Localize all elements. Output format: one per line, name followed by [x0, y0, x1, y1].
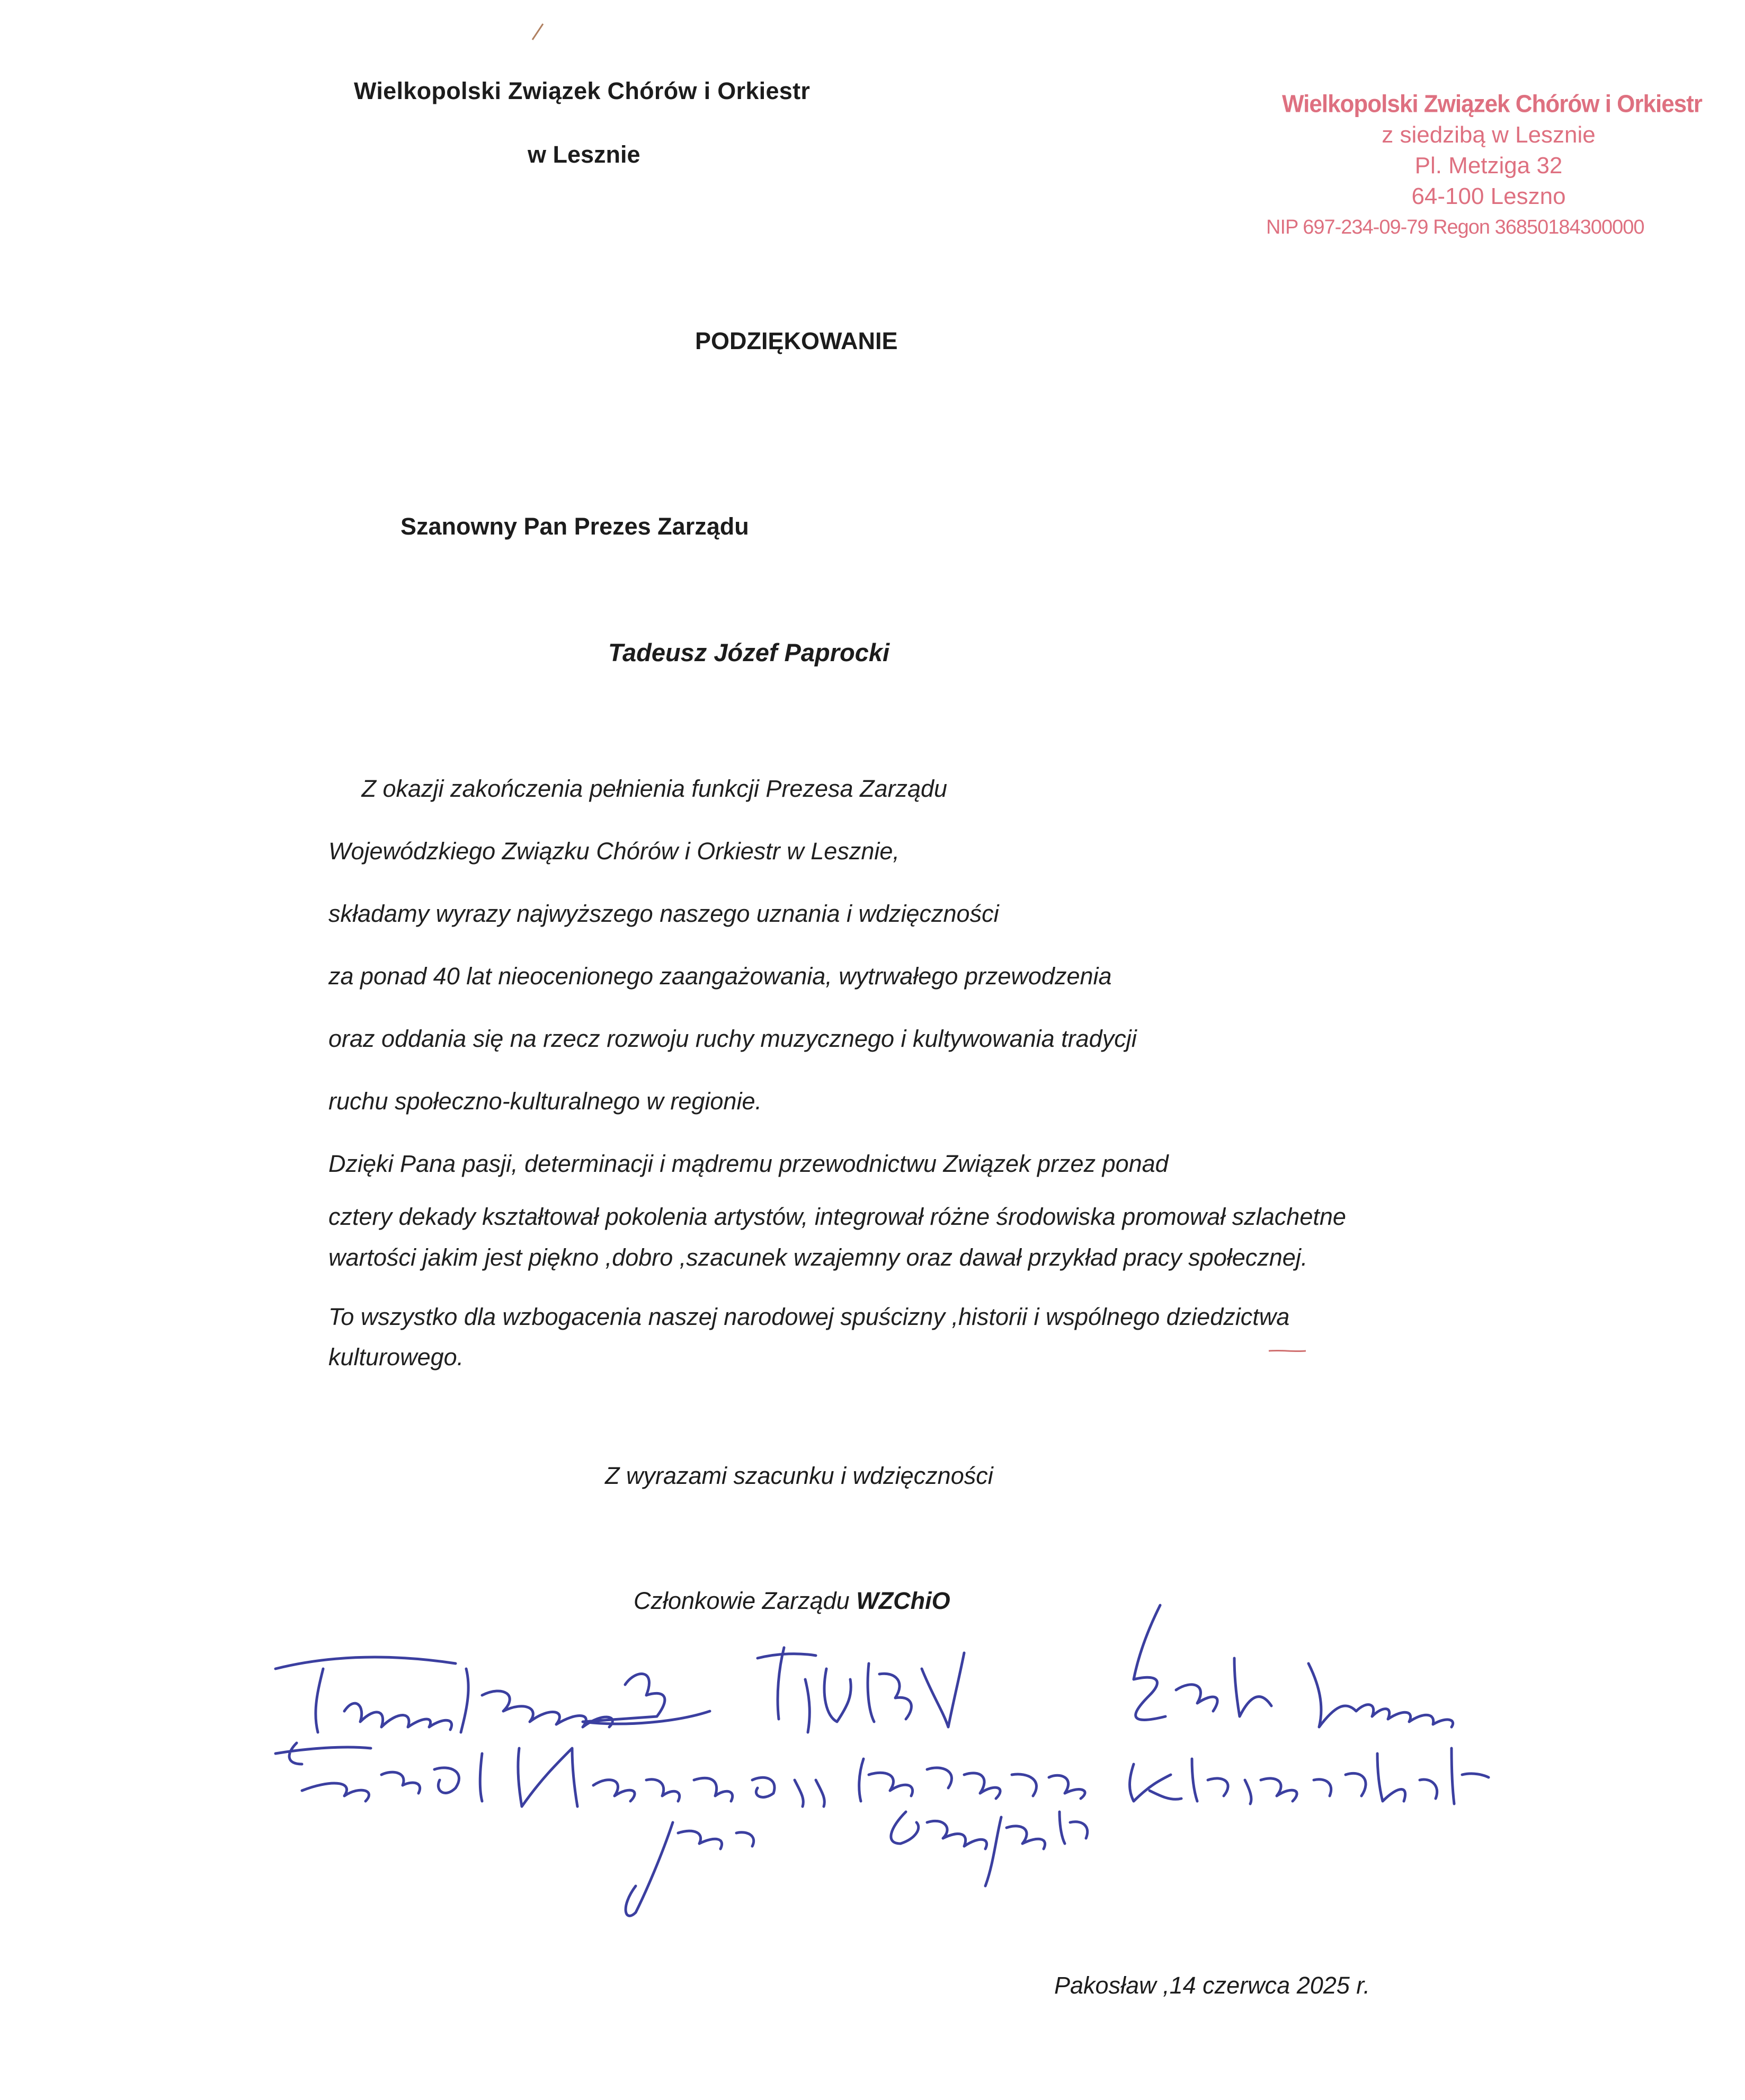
recipient-name: Tadeusz Józef Paprocki: [608, 638, 890, 666]
organization-city: w Lesznie: [528, 141, 640, 168]
board-members-prefix: Członkowie Zarządu: [634, 1587, 857, 1614]
salutation: Szanowny Pan Prezes Zarządu: [400, 513, 749, 540]
body-line: ruchu społeczno-kulturalnego w regionie.: [328, 1088, 762, 1115]
stamp-line-tax-ids: NIP 697-234-09-79 Regon 36850184300000: [1266, 216, 1644, 238]
signature-stroke: [859, 1759, 1085, 1801]
signature-stroke: [626, 1822, 754, 1916]
signature-stroke: [1134, 1605, 1453, 1727]
place-and-date: Pakosław ,14 czerwca 2025 r.: [1054, 1972, 1370, 1999]
closing-phrase: Z wyrazami szacunku i wdzięczności: [605, 1462, 993, 1489]
signature-stroke: [891, 1812, 1088, 1886]
signature-stroke: [275, 1657, 710, 1732]
letter-body: [328, 758, 1600, 1376]
organization-name: Wielkopolski Związek Chórów i Orkiestr: [354, 77, 811, 104]
body-line: oraz oddania się na rzecz rozwoju ruchy muzycznego i kultywowania tradycji: [328, 1025, 1137, 1052]
body-line: Z okazji zakończenia pełnienia funkcji Prezesa Zarządu: [328, 775, 948, 802]
stamp-line-postcode: 64-100 Leszno: [1411, 183, 1566, 209]
body-line: Dzięki Pana pasji, determinacji i mądremu przewodnictwu Związek przez ponad: [328, 1150, 1169, 1177]
scan-mark-middle: [1266, 1346, 1308, 1356]
body-line: Wojewódzkiego Związku Chórów i Orkiestr w Lesznie,: [328, 838, 900, 865]
handwritten-signatures: [254, 1589, 1494, 1928]
organization-stamp: [1266, 89, 1702, 243]
scan-mark-top: [530, 21, 546, 42]
signature-stroke: [1130, 1748, 1489, 1804]
organization-abbreviation: WZChiO: [856, 1587, 950, 1614]
letter-title: PODZIĘKOWANIE: [695, 327, 898, 354]
body-line: kulturowego.: [328, 1343, 464, 1371]
signature-stroke: [758, 1648, 964, 1732]
body-line: za ponad 40 lat nieocenionego zaangażowania, wytrwałego przewodzenia: [328, 963, 1112, 990]
stamp-line-seat: z siedzibą w Lesznie: [1382, 122, 1596, 148]
body-line: wartości jakim jest piękno ,dobro ,szacunek wzajemny oraz dawał przykład pracy społecznej.: [328, 1244, 1308, 1271]
body-line: To wszystko dla wzbogacenia naszej narodowej spuścizny ,historii i wspólnego dziedzictwa: [328, 1303, 1290, 1330]
stamp-line-street: Pl. Metziga 32: [1414, 153, 1563, 179]
signature-stroke: [275, 1743, 824, 1807]
stamp-line-name: Wielkopolski Związek Chórów i Orkiestr: [1282, 90, 1702, 118]
body-line: składamy wyrazy najwyższego naszego uznania i wdzięczności: [328, 900, 999, 927]
body-line: cztery dekady kształtował pokolenia artystów, integrował różne środowiska promował szlachetne: [328, 1203, 1346, 1230]
